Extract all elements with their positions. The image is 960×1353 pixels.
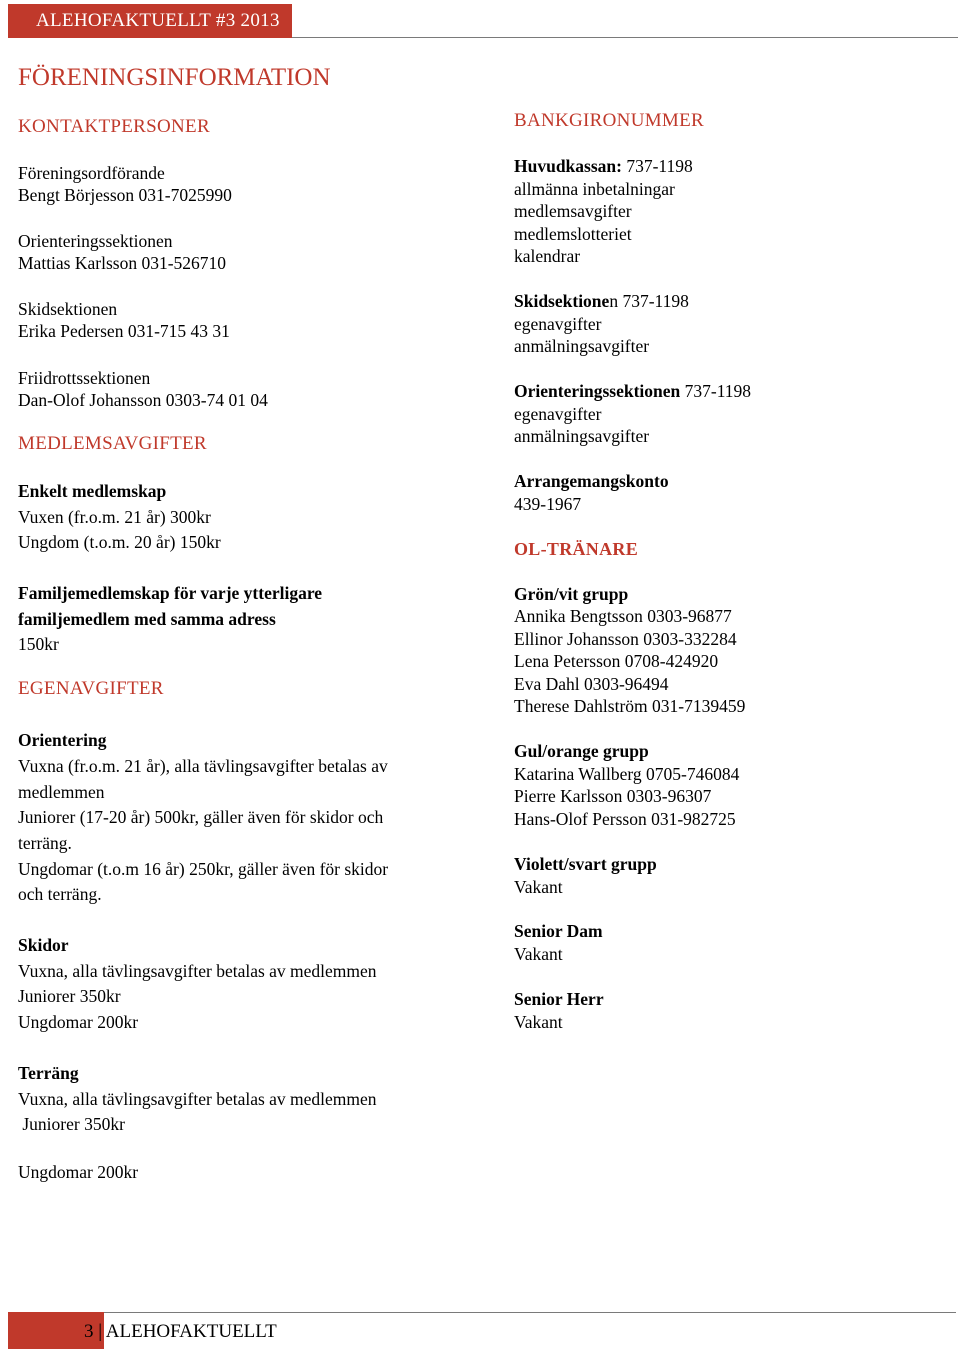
huvudkassan-label: Huvudkassan: <box>514 156 622 176</box>
orienteringssektionen-item: anmälningsavgifter <box>514 426 650 446</box>
group-member: Pierre Karlsson 0303-96307 <box>514 786 712 806</box>
group-name: Senior Dam <box>514 921 603 941</box>
orientering-line: terräng. <box>18 833 72 853</box>
huvudkassan-item: allmänna inbetalningar <box>514 179 675 199</box>
group-member: Lena Petersson 0708-424920 <box>514 651 719 671</box>
group-member: Eva Dahl 0303-96494 <box>514 674 669 694</box>
group-member: Vakant <box>514 877 563 897</box>
skidsektionen-label: Skidsektione <box>514 291 610 311</box>
orientering-line: medlemmen <box>18 782 105 802</box>
huvudkassan-item: medlemsavgifter <box>514 201 632 221</box>
huvudkassan-item: medlemslotteriet <box>514 224 632 244</box>
skidsektionen-number: n 737-1198 <box>609 291 689 311</box>
arrangemangskonto-number: 439-1967 <box>514 494 582 514</box>
header-title: ALEHOFAKTUELLT #3 2013 <box>36 10 280 31</box>
huvudkassan-number: 737-1198 <box>621 156 693 176</box>
group-name: Senior Herr <box>514 989 604 1009</box>
huvudkassan-item: kalendrar <box>514 246 581 266</box>
skidor-line: Vuxna, alla tävlingsavgifter betalas av medlemmen <box>18 961 377 981</box>
page-number: 3 <box>84 1321 94 1342</box>
group-member: Annika Bengtsson 0303-96877 <box>514 606 732 626</box>
orienteringssektionen-number: 737-1198 <box>680 381 752 401</box>
skidor-line: Juniorer 350kr <box>18 986 121 1006</box>
egenavgifter-heading: EGENAVGIFTER <box>18 678 164 699</box>
contact-role: Skidsektionen <box>18 299 118 319</box>
group-member: Vakant <box>514 1012 563 1032</box>
medlemsavgifter-heading: MEDLEMSAVGIFTER <box>18 433 207 454</box>
orienteringssektionen-item: egenavgifter <box>514 404 602 424</box>
footer-separator: | <box>93 1321 106 1342</box>
group-member: Ellinor Johansson 0303-332284 <box>514 629 737 649</box>
orientering-line: Ungdomar (t.o.m 16 år) 250kr, gäller även för skidor <box>18 859 389 879</box>
contact-person: Bengt Börjesson 031-7025990 <box>18 185 232 205</box>
header-rule <box>292 37 958 38</box>
familj-price: 150kr <box>18 634 59 654</box>
ol-tranare-heading: OL-TRÄNARE <box>514 539 639 559</box>
contact-role: Orienteringssektionen <box>18 231 173 251</box>
terrang-line: Ungdomar 200kr <box>18 1162 139 1182</box>
terrang-line: Juniorer 350kr <box>18 1114 125 1134</box>
orientering-line: Vuxna (fr.o.m. 21 år), alla tävlingsavgifter betalas av <box>18 756 388 776</box>
footer-publication: ALEHOFAKTUELLT <box>105 1321 277 1342</box>
contact-person: Dan-Olof Johansson 0303-74 01 04 <box>18 390 268 410</box>
ungdom-fee: Ungdom (t.o.m. 20 år) 150kr <box>18 532 221 552</box>
skidor-line: Ungdomar 200kr <box>18 1012 139 1032</box>
skidsektionen-line <box>514 290 689 312</box>
terrang-line: Vuxna, alla tävlingsavgifter betalas av medlemmen <box>18 1089 377 1109</box>
arrangemangskonto-label: Arrangemangskonto <box>514 471 669 491</box>
orienteringssektionen-label: Orienteringssektionen <box>514 381 681 401</box>
footer <box>84 1321 277 1343</box>
contact-person: Erika Pedersen 031-715 43 31 <box>18 321 230 341</box>
contact-role: Friidrottssektionen <box>18 368 151 388</box>
skidor-title: Skidor <box>18 935 69 955</box>
familj-title-line1: Familjemedlemskap för varje ytterligare <box>18 583 323 603</box>
skidsektionen-item: anmälningsavgifter <box>514 336 650 356</box>
contact-role: Föreningsordförande <box>18 163 165 183</box>
huvudkassan-line <box>514 155 693 177</box>
orientering-title: Orientering <box>18 730 107 750</box>
familj-title-line2: familjemedlem med samma adress <box>18 609 276 629</box>
group-member: Katarina Wallberg 0705-746084 <box>514 764 740 784</box>
vuxen-fee: Vuxen (fr.o.m. 21 år) 300kr <box>18 507 211 527</box>
orientering-line: Juniorer (17-20 år) 500kr, gäller även för skidor och <box>18 807 384 827</box>
group-name: Violett/svart grupp <box>514 854 657 874</box>
footer-rule <box>104 1312 956 1313</box>
enkelt-medlemskap-title: Enkelt medlemskap <box>18 481 167 501</box>
terrang-title: Terräng <box>18 1063 79 1083</box>
group-member: Hans-Olof Persson 031-982725 <box>514 809 736 829</box>
page-title: FÖRENINGSINFORMATION <box>18 64 331 91</box>
group-name: Gul/orange grupp <box>514 741 649 761</box>
bankgironummer-heading: BANKGIRONUMMER <box>514 110 704 131</box>
group-member: Vakant <box>514 944 563 964</box>
skidsektionen-item: egenavgifter <box>514 314 602 334</box>
orienteringssektionen-line <box>514 380 751 402</box>
contact-person: Mattias Karlsson 031-526710 <box>18 253 227 273</box>
group-name: Grön/vit grupp <box>514 584 629 604</box>
kontaktpersoner-heading: KONTAKTPERSONER <box>18 116 210 137</box>
group-member: Therese Dahlström 031-7139459 <box>514 696 746 716</box>
orientering-line: och terräng. <box>18 884 102 904</box>
